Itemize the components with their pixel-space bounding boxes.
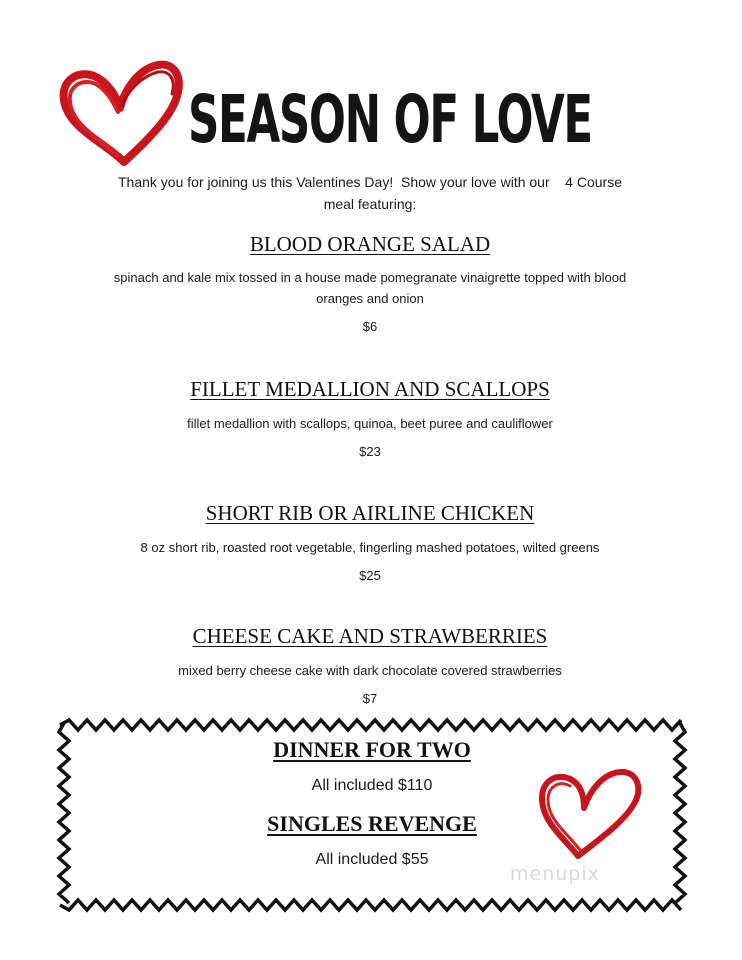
course-price: $6 [362,319,378,334]
course-item [60,231,680,336]
intro-line: meal featuring: [323,196,417,212]
package-price-text: All included $55 [315,851,429,868]
course-price: $25 [359,568,381,583]
course-price: $23 [359,444,381,459]
package-title: SINGLES REVENGE [267,811,477,836]
course-description: fillet medallion with scallops, quinoa, beet puree and cauliflower [187,416,553,431]
course-description: spinach and kale mix tossed in a house made pomegranate vinaigrette topped with blood oranges and onion [113,270,627,306]
heart-icon [58,58,186,170]
package-price-text: All included $110 [311,777,433,794]
page-title: SEASON OF LOVE [188,81,592,158]
package-title: DINNER FOR TWO [273,737,471,762]
course-title: CHEESE CAKE AND STRAWBERRIES [192,624,548,648]
heart-icon [534,764,646,860]
course-title: SHORT RIB OR AIRLINE CHICKEN [205,501,535,525]
intro-text [60,171,680,215]
course-item [60,623,680,708]
course-title: BLOOD ORANGE SALAD [249,232,491,256]
watermark: menupix [510,863,600,885]
course-price: $7 [362,691,378,706]
course-item [60,376,680,461]
course-description: mixed berry cheese cake with dark chocolate covered strawberries [178,663,562,678]
course-description: 8 oz short rib, roasted root vegetable, fingerling mashed potatoes, wilted greens [140,540,600,555]
intro-line: Thank you for joining us this Valentines Day! Show your love with our 4 Course [118,174,622,190]
course-item [60,500,680,585]
course-title: FILLET MEDALLION AND SCALLOPS [190,377,550,401]
